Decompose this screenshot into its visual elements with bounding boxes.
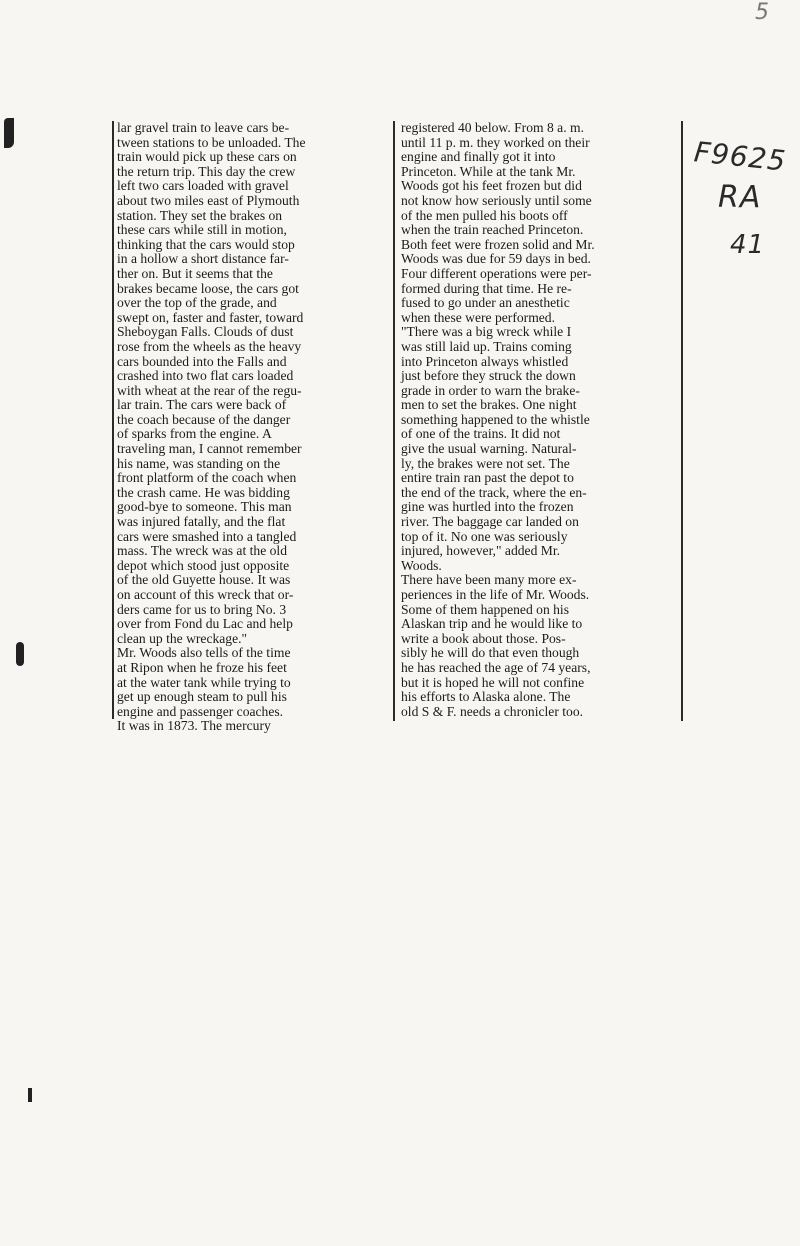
article-column-right xyxy=(401,121,679,719)
column-rule-middle xyxy=(393,121,395,721)
article-line: Some of them happened on his xyxy=(401,601,570,617)
article-line: mass. The wreck was at the old xyxy=(117,543,288,559)
article-line: train would pick up these cars on xyxy=(117,149,297,165)
article-line: "There was a big wreck while I xyxy=(401,324,572,340)
article-line: Mr. Woods also tells of the time xyxy=(117,645,291,661)
article-line: crashed into two flat cars loaded xyxy=(117,368,294,384)
article-line: just before they struck the down xyxy=(401,368,576,384)
article-line: traveling man, I cannot remember xyxy=(117,441,302,457)
article-line: Four different operations were per- xyxy=(401,265,592,281)
article-line: formed during that time. He re- xyxy=(401,280,572,296)
article-line: left two cars loaded with gravel xyxy=(117,178,289,194)
handwritten-number: 41 xyxy=(730,230,766,260)
article-line: Sheboygan Falls. Clouds of dust xyxy=(117,324,294,340)
article-line: ly, the brakes were not set. The xyxy=(401,455,570,471)
article-line: injured, however," added Mr. xyxy=(401,543,561,559)
article-line: gine was hurtled into the frozen xyxy=(401,499,574,515)
article-line: at the water tank while trying to xyxy=(117,674,291,690)
article-line: swept on, faster and faster, toward xyxy=(117,309,304,325)
article-line: he has reached the age of 74 years, xyxy=(401,659,591,675)
article-line: Woods got his feet frozen but did xyxy=(401,178,582,194)
article-column-left xyxy=(117,121,389,734)
column-rule-left xyxy=(112,121,114,719)
article-line: get up enough steam to pull his xyxy=(117,689,287,705)
article-line: his name, was standing on the xyxy=(117,455,281,471)
article-line: sibly he will do that even though xyxy=(401,645,580,661)
article-line: Princeton. While at the tank Mr. xyxy=(401,163,576,179)
article-line: when the train reached Princeton. xyxy=(401,222,584,238)
article-line: station. They set the brakes on xyxy=(117,207,283,223)
article-line: top of it. No one was seriously xyxy=(401,528,568,544)
article-line: cars were smashed into a tangled xyxy=(117,528,297,544)
article-line: Both feet were frozen solid and Mr. xyxy=(401,236,595,252)
article-line: clean up the wreckage." xyxy=(117,630,248,646)
article-line: until 11 p. m. they worked on their xyxy=(401,134,590,150)
article-line: in a hollow a short distance far- xyxy=(117,251,289,267)
article-line: with wheat at the rear of the regu- xyxy=(117,382,302,398)
article-line: on account of this wreck that or- xyxy=(117,587,294,602)
article-line: lar train. The cars were back of xyxy=(117,397,287,413)
handwritten-catalog-code: F9625 xyxy=(692,135,788,178)
article-line: Woods was due for 59 days in bed. xyxy=(401,251,591,267)
article-line: his efforts to Alaska alone. The xyxy=(401,689,571,705)
article-line: engine and finally got it into xyxy=(401,149,556,165)
article-line: brakes became loose, the cars got xyxy=(117,280,299,296)
page-number-mark: 5 xyxy=(755,0,770,25)
article-line: of the men pulled his boots off xyxy=(401,207,568,223)
article-line: There have been many more ex- xyxy=(401,572,577,588)
article-line: something happened to the whistle xyxy=(401,411,590,427)
article-line: old S & F. needs a chronicler too. xyxy=(401,703,584,719)
article-line: the end of the track, where the en- xyxy=(401,484,587,500)
article-line: grade in order to warn the brake- xyxy=(401,382,580,398)
article-line: entire train ran past the depot to xyxy=(401,470,574,486)
article-line: thinking that the cars would stop xyxy=(117,236,295,252)
article-line: rose from the wheels as the heavy xyxy=(117,338,302,354)
article-line: the coach because of the danger xyxy=(117,411,291,427)
scan-edge-mark-bottom xyxy=(28,1088,32,1102)
article-line: depot which stood just opposite xyxy=(117,557,290,573)
article-line: of the old Guyette house. It was xyxy=(117,572,291,588)
article-line: lar gravel train to leave cars be- xyxy=(117,120,290,135)
article-line: was injured fatally, and the flat xyxy=(117,514,286,530)
article-line: registered 40 below. From 8 a. m. xyxy=(401,120,584,135)
article-line: write a book about those. Pos- xyxy=(401,630,566,646)
article-line: when these were performed. xyxy=(401,309,555,325)
article-line: not know how seriously until some xyxy=(401,192,592,208)
article-line: cars bounded into the Falls and xyxy=(117,353,287,369)
article-line: of sparks from the engine. A xyxy=(117,426,272,442)
article-line: of one of the trains. It did not xyxy=(401,426,561,442)
article-line: good-bye to someone. This man xyxy=(117,499,292,515)
handwritten-ra-mark: RA xyxy=(718,180,762,215)
article-line: these cars while still in motion, xyxy=(117,222,287,238)
column-rule-right xyxy=(681,121,683,721)
article-line: It was in 1873. The mercury xyxy=(117,718,271,734)
article-line: ther on. But it seems that the xyxy=(117,265,273,281)
article-line: but it is hoped he will not confine xyxy=(401,674,585,690)
article-line: about two miles east of Plymouth xyxy=(117,192,300,208)
article-line: the crash came. He was bidding xyxy=(117,484,290,500)
article-line: periences in the life of Mr. Woods. xyxy=(401,587,590,602)
article-line: men to set the brakes. One night xyxy=(401,397,577,413)
scan-edge-mark-top xyxy=(4,118,14,148)
scan-edge-mark-middle xyxy=(16,642,24,666)
article-line: fused to go under an anesthetic xyxy=(401,295,570,311)
article-line: at Ripon when he froze his feet xyxy=(117,659,287,675)
article-line: ders came for us to bring No. 3 xyxy=(117,601,287,617)
article-line: over from Fond du Lac and help xyxy=(117,616,293,632)
article-line: front platform of the coach when xyxy=(117,470,297,486)
article-line: the return trip. This day the crew xyxy=(117,163,296,179)
article-line: Alaskan trip and he would like to xyxy=(401,616,583,632)
article-line: give the usual warning. Natural- xyxy=(401,441,577,457)
article-line: tween stations to be unloaded. The xyxy=(117,134,306,150)
article-line: river. The baggage car landed on xyxy=(401,514,579,530)
article-line: over the top of the grade, and xyxy=(117,295,277,311)
article-line: into Princeton always whistled xyxy=(401,353,569,369)
article-line: engine and passenger coaches. xyxy=(117,703,284,719)
article-line: Woods. xyxy=(401,557,442,573)
article-line: was still laid up. Trains coming xyxy=(401,338,572,354)
